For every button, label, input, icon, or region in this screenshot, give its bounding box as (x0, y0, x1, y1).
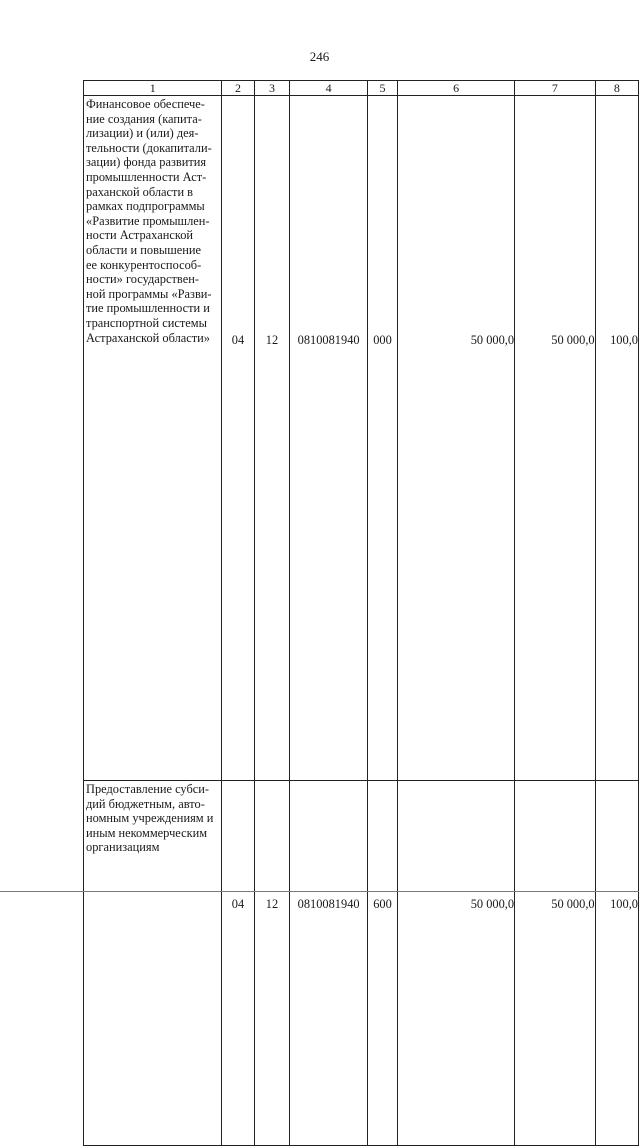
budget-table (83, 80, 639, 1146)
column-header: 3 (254, 81, 290, 96)
column-header: 6 (398, 81, 515, 96)
amount-approved-cell: 50 000,0 (398, 781, 515, 1146)
subsection-cell: 12 (254, 781, 290, 1146)
amount-approved-cell: 50 000,0 (398, 96, 515, 781)
column-header: 2 (222, 81, 254, 96)
subsection-cell: 12 (254, 96, 290, 781)
column-header: 5 (367, 81, 397, 96)
row-description: Предоставление субси- дий бюджетным, авто- номным учреждениям и иным некоммерческим организациям (84, 781, 222, 1146)
column-header: 1 (84, 81, 222, 96)
section-cell: 04 (222, 781, 254, 1146)
target-article-cell: 0810081940 (290, 96, 367, 781)
page-number: 246 (309, 49, 330, 64)
amount-executed-cell: 50 000,0 (515, 96, 596, 781)
column-header: 7 (515, 81, 596, 96)
amount-executed-cell: 50 000,0 (515, 781, 596, 1146)
page-bottom-rule (0, 891, 639, 892)
table-row (84, 781, 639, 1146)
target-article-cell: 0810081940 (290, 781, 367, 1146)
percent-cell: 100,0 (595, 781, 638, 1146)
row-description: Финансовое обеспече- ние создания (капита- лизации) и (или) дея- тельности (докапитали- зации) фонда развития промышленности Аст- раханской области в рамках подпрограммы «Развитие промышлен- ности Астраханской области и повышение ее конкурентоспособ- ности» государствен- ной программы «Разви- тие промышленности и транспортной системы Астраханской области» (84, 96, 222, 781)
expense-type-cell: 600 (367, 781, 397, 1146)
table-header-row (84, 81, 639, 96)
percent-cell: 100,0 (595, 96, 638, 781)
expense-type-cell: 000 (367, 96, 397, 781)
column-header: 4 (290, 81, 367, 96)
column-header: 8 (595, 81, 638, 96)
section-cell: 04 (222, 96, 254, 781)
table-row (84, 96, 639, 781)
